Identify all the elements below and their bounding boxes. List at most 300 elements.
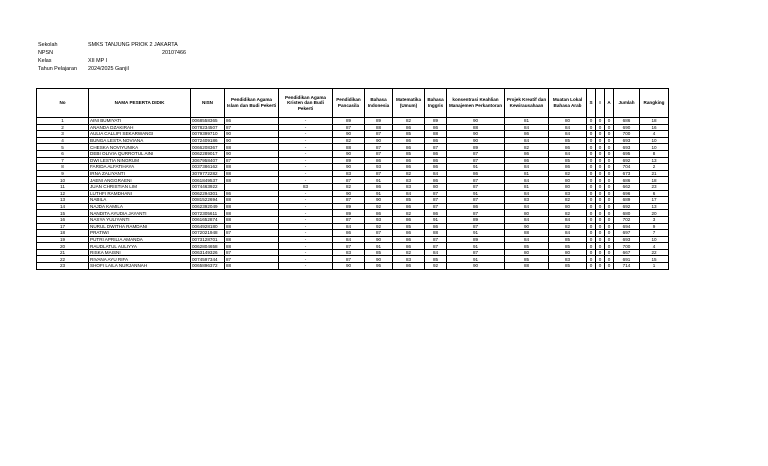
table-cell: 88 <box>425 230 447 237</box>
table-cell: 82 <box>393 210 425 217</box>
table-cell: 87 <box>365 170 393 177</box>
table-cell: 686 <box>614 118 640 125</box>
table-cell: 16 <box>37 216 89 223</box>
table-cell: 4 <box>640 243 669 250</box>
table-cell: 0 <box>596 164 605 171</box>
table-cell: 86 <box>425 177 447 184</box>
table-cell: 0 <box>587 157 596 164</box>
column-header: Projek Kreatif dan Kewirausahaan <box>505 89 549 118</box>
table-cell: 0074597344 <box>191 256 225 263</box>
table-cell: 80 <box>549 177 587 184</box>
table-cell: 0 <box>596 216 605 223</box>
table-cell: 87 <box>425 203 447 210</box>
table-cell: 86 <box>225 118 279 125</box>
table-cell: 87 <box>333 124 365 131</box>
table-cell: 702 <box>614 216 640 223</box>
table-cell: 92 <box>425 263 447 270</box>
table-row <box>37 144 669 151</box>
table-cell: 84 <box>505 236 549 243</box>
table-cell: SHOFI LAILA NURJANNAH <box>89 263 191 270</box>
school-info-label: Sekolah <box>38 42 58 48</box>
table-cell: 20 <box>37 243 89 250</box>
table-cell: 0 <box>605 170 614 177</box>
table-cell: - <box>279 203 333 210</box>
table-cell: 0072409186 <box>191 137 225 144</box>
table-cell: 0 <box>596 256 605 263</box>
table-cell: 89 <box>447 144 505 151</box>
column-header: I <box>596 89 605 118</box>
table-cell: JUAN CHRISTIAN LIM <box>89 183 191 190</box>
table-cell: 0062392049 <box>191 203 225 210</box>
table-cell: 0 <box>587 210 596 217</box>
table-cell: 89 <box>333 157 365 164</box>
table-cell: 0 <box>596 157 605 164</box>
table-cell: NABILA <box>89 197 191 204</box>
table-cell: - <box>279 177 333 184</box>
table-cell: 91 <box>365 177 393 184</box>
table-cell: 82 <box>393 249 425 256</box>
table-cell: 87 <box>365 230 393 237</box>
table-cell: 0 <box>587 150 596 157</box>
table-cell: 87 <box>447 177 505 184</box>
table-cell: - <box>279 124 333 131</box>
table-cell: 88 <box>225 164 279 171</box>
table-cell: 90 <box>333 164 365 171</box>
table-cell: 86 <box>393 164 425 171</box>
table-cell: 0 <box>605 223 614 230</box>
table-cell: 86 <box>393 236 425 243</box>
table-cell: 0 <box>596 150 605 157</box>
table-cell: 84 <box>505 216 549 223</box>
table-cell: 0068558365 <box>191 118 225 125</box>
table-cell: 86 <box>447 170 505 177</box>
table-cell: 0079399710 <box>191 131 225 138</box>
table-cell: 86 <box>225 190 279 197</box>
table-cell: 10 <box>37 177 89 184</box>
table-cell: 93 <box>365 216 393 223</box>
table-cell: 0 <box>596 230 605 237</box>
table-cell: 88 <box>365 124 393 131</box>
table-row <box>37 150 669 157</box>
table-cell: RISKA MAISNI <box>89 249 191 256</box>
table-cell: 0 <box>596 124 605 131</box>
table-row <box>37 230 669 237</box>
table-cell: 86 <box>365 210 393 217</box>
table-cell: 0 <box>596 170 605 177</box>
table-cell: 3 <box>640 216 669 223</box>
table-cell: 0 <box>605 131 614 138</box>
school-info-label: Kelas <box>38 58 52 64</box>
table-cell: 85 <box>393 197 425 204</box>
table-cell: 84 <box>549 131 587 138</box>
table-cell: 15 <box>640 256 669 263</box>
table-cell: - <box>279 263 333 270</box>
table-cell: - <box>279 190 333 197</box>
table-cell: 6 <box>37 150 89 157</box>
table-cell: 86 <box>365 157 393 164</box>
table-cell: 0 <box>596 118 605 125</box>
table-cell: 83 <box>393 177 425 184</box>
table-cell: 0 <box>596 197 605 204</box>
table-cell: 90 <box>333 131 365 138</box>
table-cell: 0 <box>605 177 614 184</box>
table-cell: 88 <box>225 236 279 243</box>
table-cell: 84 <box>505 177 549 184</box>
table-cell: 86 <box>505 157 549 164</box>
table-cell: 84 <box>549 124 587 131</box>
table-cell: 91 <box>365 243 393 250</box>
table-cell: 704 <box>614 164 640 171</box>
table-cell: 87 <box>225 249 279 256</box>
column-header: A <box>605 89 614 118</box>
table-cell: NASYA YULIYANTI <box>89 216 191 223</box>
table-cell: 91 <box>447 230 505 237</box>
table-cell: 90 <box>447 137 505 144</box>
table-cell: 87 <box>447 197 505 204</box>
table-cell: 87 <box>425 243 447 250</box>
table-cell: 0 <box>605 124 614 131</box>
table-cell: 84 <box>549 230 587 237</box>
table-cell: 0 <box>587 164 596 171</box>
table-row <box>37 157 669 164</box>
table-cell: 88 <box>225 243 279 250</box>
table-cell: 87 <box>447 210 505 217</box>
table-row <box>37 170 669 177</box>
table-cell: - <box>279 164 333 171</box>
table-cell: 13 <box>640 157 669 164</box>
table-cell: 0 <box>587 216 596 223</box>
table-cell: 6 <box>640 190 669 197</box>
table-cell: 86 <box>393 230 425 237</box>
table-cell: 0 <box>587 203 596 210</box>
table-cell: 0 <box>587 183 596 190</box>
table-cell: 83 <box>333 249 365 256</box>
table-cell: 0072305611 <box>191 210 225 217</box>
table-cell: 86 <box>425 137 447 144</box>
table-cell: 90 <box>365 197 393 204</box>
table-cell: 0 <box>605 144 614 151</box>
table-cell: 80 <box>505 210 549 217</box>
table-cell: - <box>279 243 333 250</box>
table-cell: 92 <box>365 203 393 210</box>
table-cell: 89 <box>447 216 505 223</box>
table-cell: 0 <box>605 190 614 197</box>
table-cell: 90 <box>225 150 279 157</box>
column-header: S <box>587 89 596 118</box>
table-cell: 90 <box>365 236 393 243</box>
table-cell: 86 <box>425 157 447 164</box>
table-cell: 88 <box>225 223 279 230</box>
table-cell: 691 <box>614 256 640 263</box>
table-cell: 700 <box>614 131 640 138</box>
table-cell: 0 <box>587 249 596 256</box>
table-cell: 9 <box>640 223 669 230</box>
table-cell: 17 <box>37 223 89 230</box>
table-cell: 82 <box>505 144 549 151</box>
table-cell: 86 <box>365 183 393 190</box>
table-cell: 90 <box>225 131 279 138</box>
table-cell: 90 <box>505 223 549 230</box>
table-cell: 88 <box>505 263 549 270</box>
table-cell: 0 <box>605 137 614 144</box>
table-cell: DWI LESTIA NINGRUM <box>89 157 191 164</box>
table-cell: 88 <box>225 144 279 151</box>
table-cell: 91 <box>447 256 505 263</box>
table-cell: - <box>279 210 333 217</box>
table-row <box>37 118 669 125</box>
table-cell: 84 <box>505 190 549 197</box>
table-row <box>37 183 669 190</box>
table-cell: 4 <box>640 131 669 138</box>
table-cell: 0063149326 <box>191 249 225 256</box>
school-info-label: Tahun Pelajaran <box>38 66 77 72</box>
table-cell: 82 <box>549 223 587 230</box>
table-cell: 87 <box>447 150 505 157</box>
table-cell: 87 <box>333 177 365 184</box>
table-cell: 85 <box>549 243 587 250</box>
table-cell: 0 <box>605 230 614 237</box>
table-cell: 0 <box>605 243 614 250</box>
table-cell: 88 <box>225 203 279 210</box>
table-cell: 87 <box>425 144 447 151</box>
table-cell: 85 <box>365 249 393 256</box>
table-cell: 0064928180 <box>191 223 225 230</box>
table-cell: 86 <box>505 150 549 157</box>
table-cell: 82 <box>549 210 587 217</box>
table-cell: 82 <box>549 170 587 177</box>
table-cell: 88 <box>505 230 549 237</box>
grades-table <box>36 88 669 270</box>
table-cell: 87 <box>225 124 279 131</box>
table-cell: 0 <box>587 177 596 184</box>
table-cell: 87 <box>365 150 393 157</box>
table-cell: 84 <box>505 164 549 171</box>
table-cell: 95 <box>365 263 393 270</box>
table-cell: 84 <box>549 216 587 223</box>
table-cell: 0 <box>596 263 605 270</box>
table-cell: 86 <box>393 263 425 270</box>
table-cell: DEBI OLIVIA QURROTUL AINI <box>89 150 191 157</box>
table-cell: 689 <box>614 197 640 204</box>
table-cell: 0 <box>605 183 614 190</box>
table-cell: 0037386162 <box>191 164 225 171</box>
table-cell: 86 <box>505 131 549 138</box>
table-cell: 696 <box>614 190 640 197</box>
table-cell: ANANDA DZAKIRAH <box>89 124 191 131</box>
table-cell: 690 <box>614 124 640 131</box>
table-cell: 86 <box>425 210 447 217</box>
table-cell: 82 <box>393 118 425 125</box>
table-cell: 10 <box>640 144 669 151</box>
table-cell: 88 <box>225 170 279 177</box>
table-cell: 7 <box>37 157 89 164</box>
table-cell: 0 <box>605 236 614 243</box>
table-cell: 693 <box>614 144 640 151</box>
table-cell: 22 <box>640 249 669 256</box>
table-cell: 0078234507 <box>191 124 225 131</box>
table-cell: 85 <box>549 263 587 270</box>
table-cell: 84 <box>393 190 425 197</box>
table-cell: BUNGA LESTA NOVIANA <box>89 137 191 144</box>
table-cell: 87 <box>333 256 365 263</box>
table-cell: 80 <box>549 118 587 125</box>
table-cell: 15 <box>37 210 89 217</box>
table-cell: 13 <box>640 203 669 210</box>
table-cell: 692 <box>614 157 640 164</box>
table-row <box>37 190 669 197</box>
table-cell: 21 <box>640 170 669 177</box>
table-cell: 87 <box>225 157 279 164</box>
table-cell: 0 <box>596 137 605 144</box>
table-cell: 89 <box>333 210 365 217</box>
table-cell: 86 <box>393 243 425 250</box>
table-row <box>37 223 669 230</box>
table-cell: 0081522694 <box>191 197 225 204</box>
table-cell: - <box>279 131 333 138</box>
table-cell: 84 <box>333 223 365 230</box>
table-cell: 86 <box>447 203 505 210</box>
table-cell: 0 <box>587 131 596 138</box>
table-cell: 13 <box>37 197 89 204</box>
table-cell: 84 <box>333 236 365 243</box>
table-cell: 90 <box>447 263 505 270</box>
table-cell: 2 <box>640 164 669 171</box>
table-cell: 0065896372 <box>191 263 225 270</box>
table-cell: 0 <box>596 236 605 243</box>
table-row <box>37 256 669 263</box>
table-cell: 87 <box>333 197 365 204</box>
table-cell: 81 <box>505 183 549 190</box>
table-cell: 0 <box>596 249 605 256</box>
table-cell: 695 <box>614 150 640 157</box>
table-cell: 0 <box>605 164 614 171</box>
table-cell: 87 <box>425 190 447 197</box>
table-cell: 0 <box>587 197 596 204</box>
table-row <box>37 137 669 144</box>
table-row <box>37 203 669 210</box>
table-cell: 14 <box>37 203 89 210</box>
table-cell: 80 <box>425 183 447 190</box>
table-cell: 84 <box>505 203 549 210</box>
table-cell: 82 <box>393 170 425 177</box>
table-cell: 91 <box>447 243 505 250</box>
table-cell: 81 <box>505 118 549 125</box>
table-cell: 22 <box>37 256 89 263</box>
table-cell: 0061849537 <box>191 177 225 184</box>
column-header: Bahasa Indonesia <box>365 89 393 118</box>
table-cell: 88 <box>225 216 279 223</box>
table-cell: 18 <box>640 118 669 125</box>
table-cell: 80 <box>505 249 549 256</box>
table-cell: - <box>279 118 333 125</box>
table-cell: 88 <box>225 210 279 217</box>
table-cell: 11 <box>37 183 89 190</box>
table-cell: 82 <box>549 197 587 204</box>
table-row <box>37 243 669 250</box>
table-cell: 87 <box>447 157 505 164</box>
table-cell: 83 <box>549 190 587 197</box>
table-cell: 0 <box>587 223 596 230</box>
table-cell: 12 <box>37 190 89 197</box>
column-header: Pendidikan Pancasila <box>333 89 365 118</box>
table-cell: 90 <box>447 131 505 138</box>
table-cell: 714 <box>614 263 640 270</box>
table-cell: 9 <box>37 170 89 177</box>
table-cell: 83 <box>549 256 587 263</box>
table-cell: NANDITA AYUDIA JAYANTI <box>89 210 191 217</box>
table-cell: 91 <box>425 216 447 223</box>
table-cell: 0 <box>605 203 614 210</box>
table-cell: 0 <box>605 263 614 270</box>
table-cell: JAENI ANGGRAENI <box>89 177 191 184</box>
table-cell: 86 <box>393 124 425 131</box>
table-cell: 88 <box>333 144 365 151</box>
table-cell: AULIA CALLIFI SEKARWANGI <box>89 131 191 138</box>
table-cell: - <box>279 216 333 223</box>
table-cell: 4 <box>37 137 89 144</box>
table-cell: NAJDA KAMILA <box>89 203 191 210</box>
table-cell: 87 <box>225 256 279 263</box>
table-cell: 667 <box>614 249 640 256</box>
table-cell: - <box>279 249 333 256</box>
table-cell: 90 <box>365 256 393 263</box>
table-cell: - <box>279 150 333 157</box>
table-cell: - <box>279 236 333 243</box>
table-cell: 88 <box>225 197 279 204</box>
table-cell: - <box>279 223 333 230</box>
table-cell: 0 <box>587 137 596 144</box>
table-cell: 80 <box>549 249 587 256</box>
table-cell: 87 <box>425 197 447 204</box>
table-cell: 85 <box>425 256 447 263</box>
column-header: Pendidikan Agama Kristen dan Budi Pekerti <box>279 89 333 118</box>
table-cell: 0062804658 <box>191 243 225 250</box>
table-cell: LUTHFI RAMDHANI <box>89 190 191 197</box>
table-cell: 87 <box>365 144 393 151</box>
table-cell: 86 <box>393 203 425 210</box>
table-row <box>37 177 669 184</box>
column-header: Bahasa Inggris <box>425 89 447 118</box>
table-cell: 90 <box>225 137 279 144</box>
table-cell: 7 <box>640 230 669 237</box>
table-cell: 0 <box>587 263 596 270</box>
table-cell: 0 <box>605 150 614 157</box>
table-cell: 0 <box>596 190 605 197</box>
column-header: Rangking <box>640 89 669 118</box>
table-cell: 86 <box>393 157 425 164</box>
table-cell: 0 <box>596 144 605 151</box>
table-cell: 85 <box>549 236 587 243</box>
table-cell: 87 <box>447 249 505 256</box>
table-cell: 10 <box>640 137 669 144</box>
table-cell: 0 <box>605 118 614 125</box>
table-cell: 90 <box>365 137 393 144</box>
table-cell: 692 <box>614 203 640 210</box>
table-cell: 87 <box>447 223 505 230</box>
table-cell: 0 <box>605 216 614 223</box>
table-cell: 2 <box>37 124 89 131</box>
table-cell: 0 <box>596 223 605 230</box>
table-cell: AINI BUMIYATI <box>89 118 191 125</box>
table-header-row <box>37 89 669 118</box>
table-cell: 0 <box>605 256 614 263</box>
table-cell: 89 <box>365 118 393 125</box>
table-cell: 0 <box>596 243 605 250</box>
table-cell: 8 <box>640 150 669 157</box>
table-cell: 87 <box>333 243 365 250</box>
table-cell: 23 <box>37 263 89 270</box>
table-cell: 0 <box>587 124 596 131</box>
